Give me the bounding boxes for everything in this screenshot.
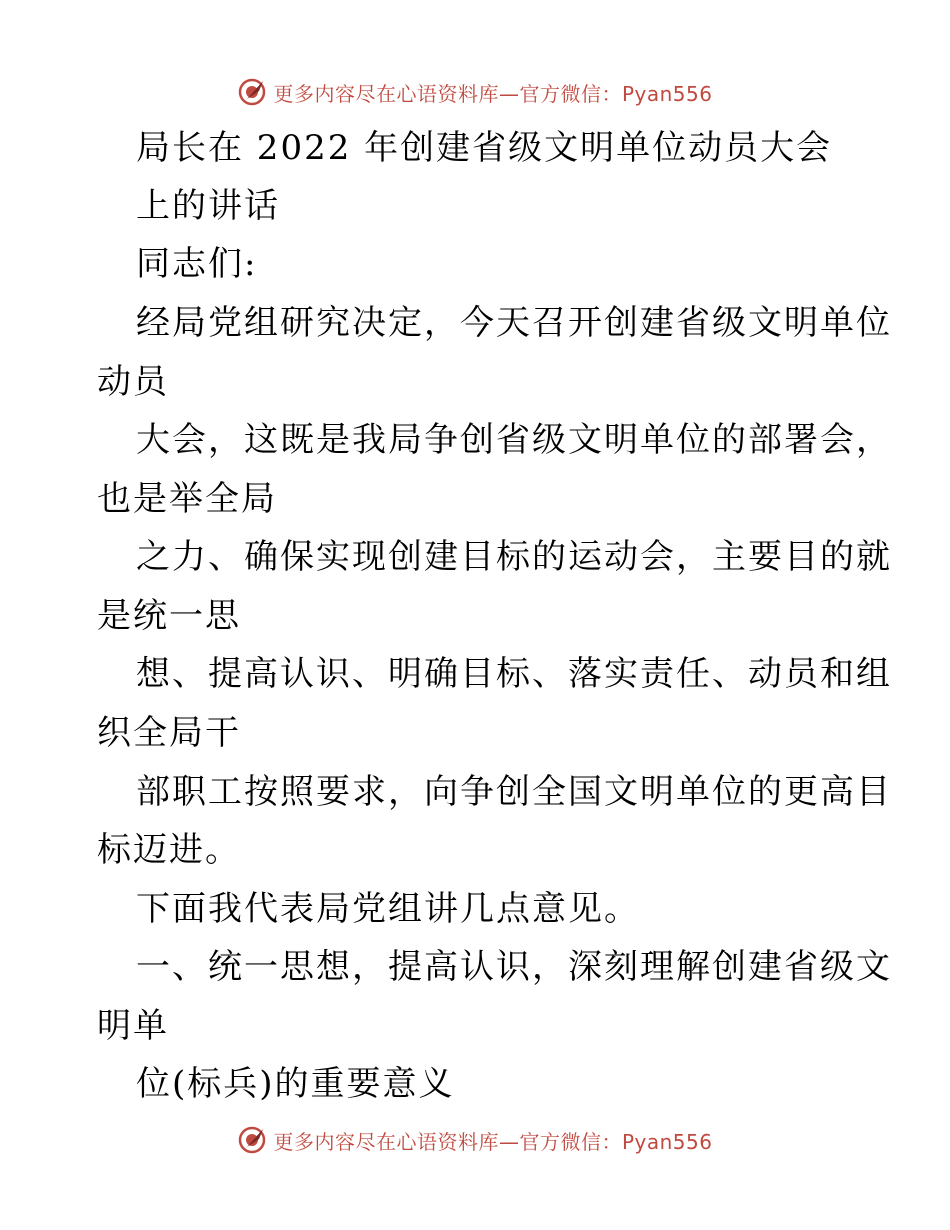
- header-watermark: [0, 72, 950, 112]
- paragraph-line: 经局党组研究决定，今天召开创建省级文明单位: [136, 303, 892, 343]
- section-heading-line: 一、统一思想，提高认识，深刻理解创建省级文: [136, 947, 892, 987]
- quill-logo-icon: [237, 77, 267, 107]
- paragraph-line: 部职工按照要求，向争创全国文明单位的更高目: [136, 772, 892, 812]
- section-heading-line: 位(标兵)的重要意义: [136, 1064, 455, 1104]
- salutation: 同志们:: [136, 244, 258, 284]
- document-title-line-1: 局长在 2022 年创建省级文明单位动员大会: [136, 128, 833, 168]
- paragraph-line: 标迈进。: [97, 830, 241, 870]
- paragraph-line: 是统一思: [97, 596, 241, 636]
- paragraph-line: 想、提高认识、明确目标、落实责任、动员和组: [136, 654, 892, 694]
- section-heading-line: 明单: [97, 1006, 169, 1046]
- document-title-line-2: 上的讲话: [136, 186, 280, 226]
- paragraph-line: 动员: [97, 362, 169, 402]
- quill-logo-icon: [237, 1125, 267, 1155]
- watermark-text: 更多内容尽在心语资料库—官方微信：Pyan556: [273, 81, 713, 106]
- paragraph-line: 大会，这既是我局争创省级文明单位的部署会，: [136, 420, 892, 460]
- footer-watermark: [0, 1120, 950, 1160]
- paragraph-line: 下面我代表局党组讲几点意见。: [136, 889, 640, 929]
- watermark-text: 更多内容尽在心语资料库—官方微信：Pyan556: [273, 1129, 713, 1154]
- paragraph-line: 也是举全局: [97, 479, 277, 519]
- paragraph-line: 之力、确保实现创建目标的运动会，主要目的就: [136, 537, 892, 577]
- paragraph-line: 织全局干: [97, 713, 241, 753]
